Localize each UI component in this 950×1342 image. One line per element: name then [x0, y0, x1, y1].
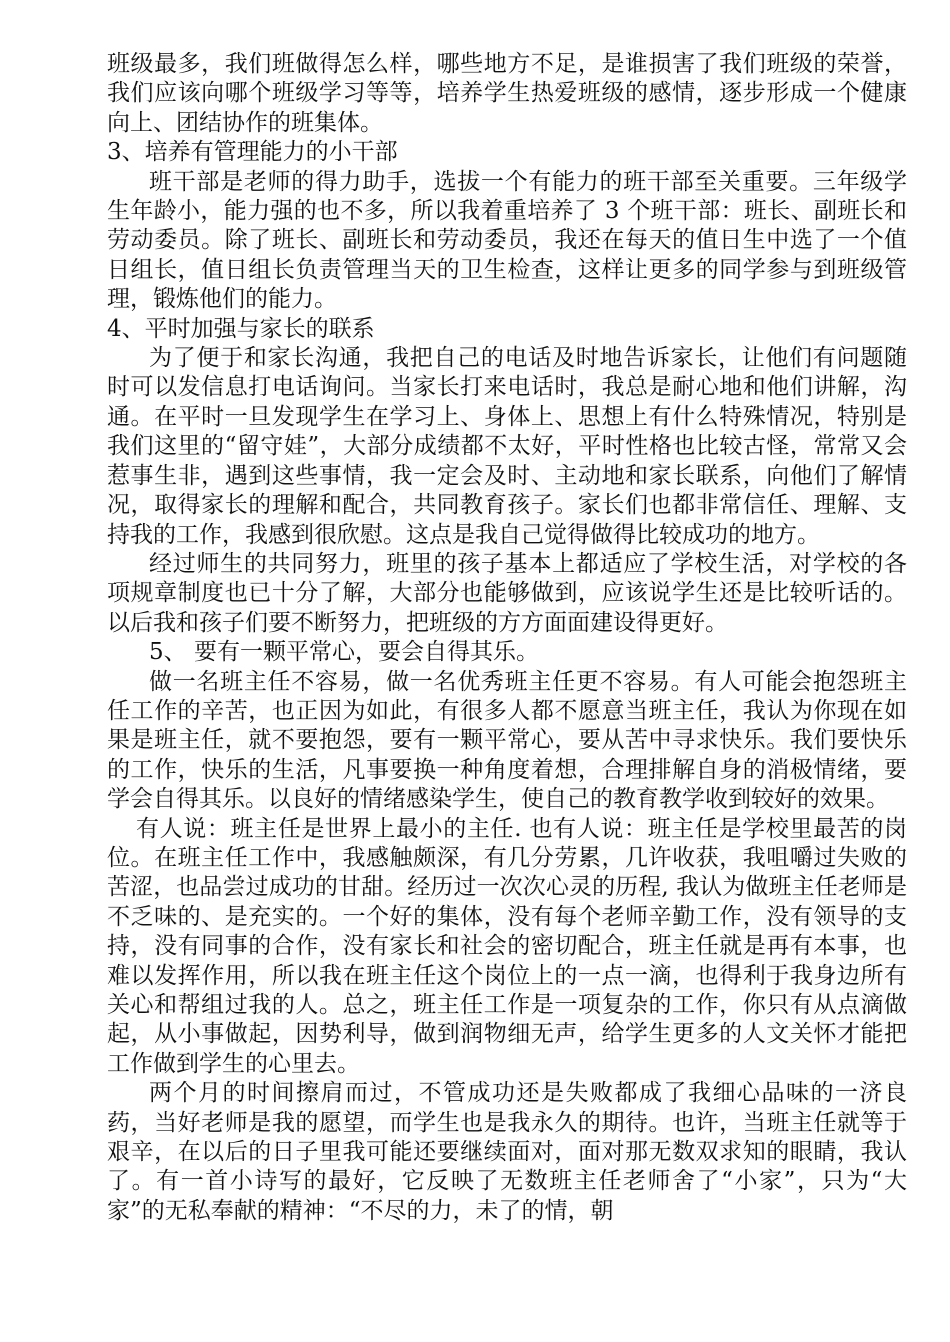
paragraph-class-cadres: 班干部是老师的得力助手，选拔一个有能力的班干部至关重要。三年级学生年龄小，能力强的也不多，所以我着重培养了 3 个班干部：班长、副班长和劳动委员。除了班长、副班长和劳动委员，我还在每天的值日生中选了一个值日组长，值日组长负责管理当天的卫生检查，这样让更多的同学参与到班级管理，锻炼他们的能力。 [107, 168, 907, 313]
heading-item-4: 4、平时加强与家长的联系 [107, 315, 375, 342]
paragraph-two-months: 两个月的时间擦肩而过，不管成功还是失败都成了我细心品味的一济良药，当好老师是我的愿望，而学生也是我永久的期待。也许，当班主任就等于艰辛，在以后的日子里我可能还要继续面对，面对那无数双求知的眼睛，我认了。有一首小诗写的最好，它反映了无数班主任老师舍了“小家”，只为“大家”的无私奉献的精神：“不尽的力，未了的情，朝 [107, 1080, 907, 1224]
document-page [107, 50, 907, 1226]
heading-item-5: 5、 要有一颗平常心，要会自得其乐。 [149, 639, 539, 666]
paragraph-peaceful-mind: 做一名班主任不容易，做一名优秀班主任更不容易。有人可能会抱怨班主任工作的辛苦，也正因为如此，有很多人都不愿意当班主任，我认为你现在如果是班主任，就不要抱怨，要有一颗平常心，要从苦中寻求快乐。我们要快乐的工作，快乐的生活，凡事要换一种角度着想，合理排解自身的消极情绪，要学会自得其乐。以良好的情绪感染学生，使自己的教育教学收到较好的效果。 [107, 668, 907, 813]
paragraph-parent-contact: 为了便于和家长沟通，我把自己的电话及时地告诉家长，让他们有问题随时可以发信息打电话询问。当家长打来电话时，我总是耐心地和他们讲解，沟通。在平时一旦发现学生在学习上、身体上、思想上有什么特殊情况，特别是我们这里的“留守娃”，大部分成绩都不太好，平时性格也比较古怪，常常又会惹事生非，遇到这些事情，我一定会及时、主动地和家长联系，向他们了解情况，取得家长的理解和配合，共同教育孩子。家长们也都非常信任、理解、支持我的工作，我感到很欣慰。这点是我自己觉得做得比较成功的地方。 [107, 345, 907, 548]
paragraph-class-honor: 班级最多，我们班做得怎么样，哪些地方不足，是谁损害了我们班级的荣誉，我们应该向哪个班级学习等等，培养学生热爱班级的感情，逐步形成一个健康向上、团结协作的班集体。 [107, 51, 907, 136]
paragraph-smallest-director: 有人说：班主任是世界上最小的主任. 也有人说：班主任是学校里最苦的岗位。在班主任工作中，我感触颇深，有几分劳累，几许收获，我咀嚼过失败的苦涩，也品尝过成功的甘甜。经历过一次次心灵的历程, 我认为做班主任老师是不乏味的、是充实的。一个好的集体，没有每个老师辛勤工作，没有领导的支持，没有同事的合作，没有家长和社会的密切配合，班主任就是再有本事，也难以发挥作用，所以我在班主任这个岗位上的一点一滴，也得利于我身边所有关心和帮组过我的人。总之，班主任工作是一项复杂的工作，你只有从点滴做起，从小事做起，因势利导，做到润物细无声，给学生更多的人文关怀才能把工作做到学生的心里去。 [107, 815, 907, 1077]
paragraph-joint-effort: 经过师生的共同努力，班里的孩子基本上都适应了学校生活，对学校的各项规章制度也已十分了解，大部分也能够做到，应该说学生还是比较听话的。以后我和孩子们要不断努力，把班级的方方面面建设得更好。 [107, 550, 907, 636]
heading-item-3: 3、培养有管理能力的小干部 [107, 139, 398, 166]
